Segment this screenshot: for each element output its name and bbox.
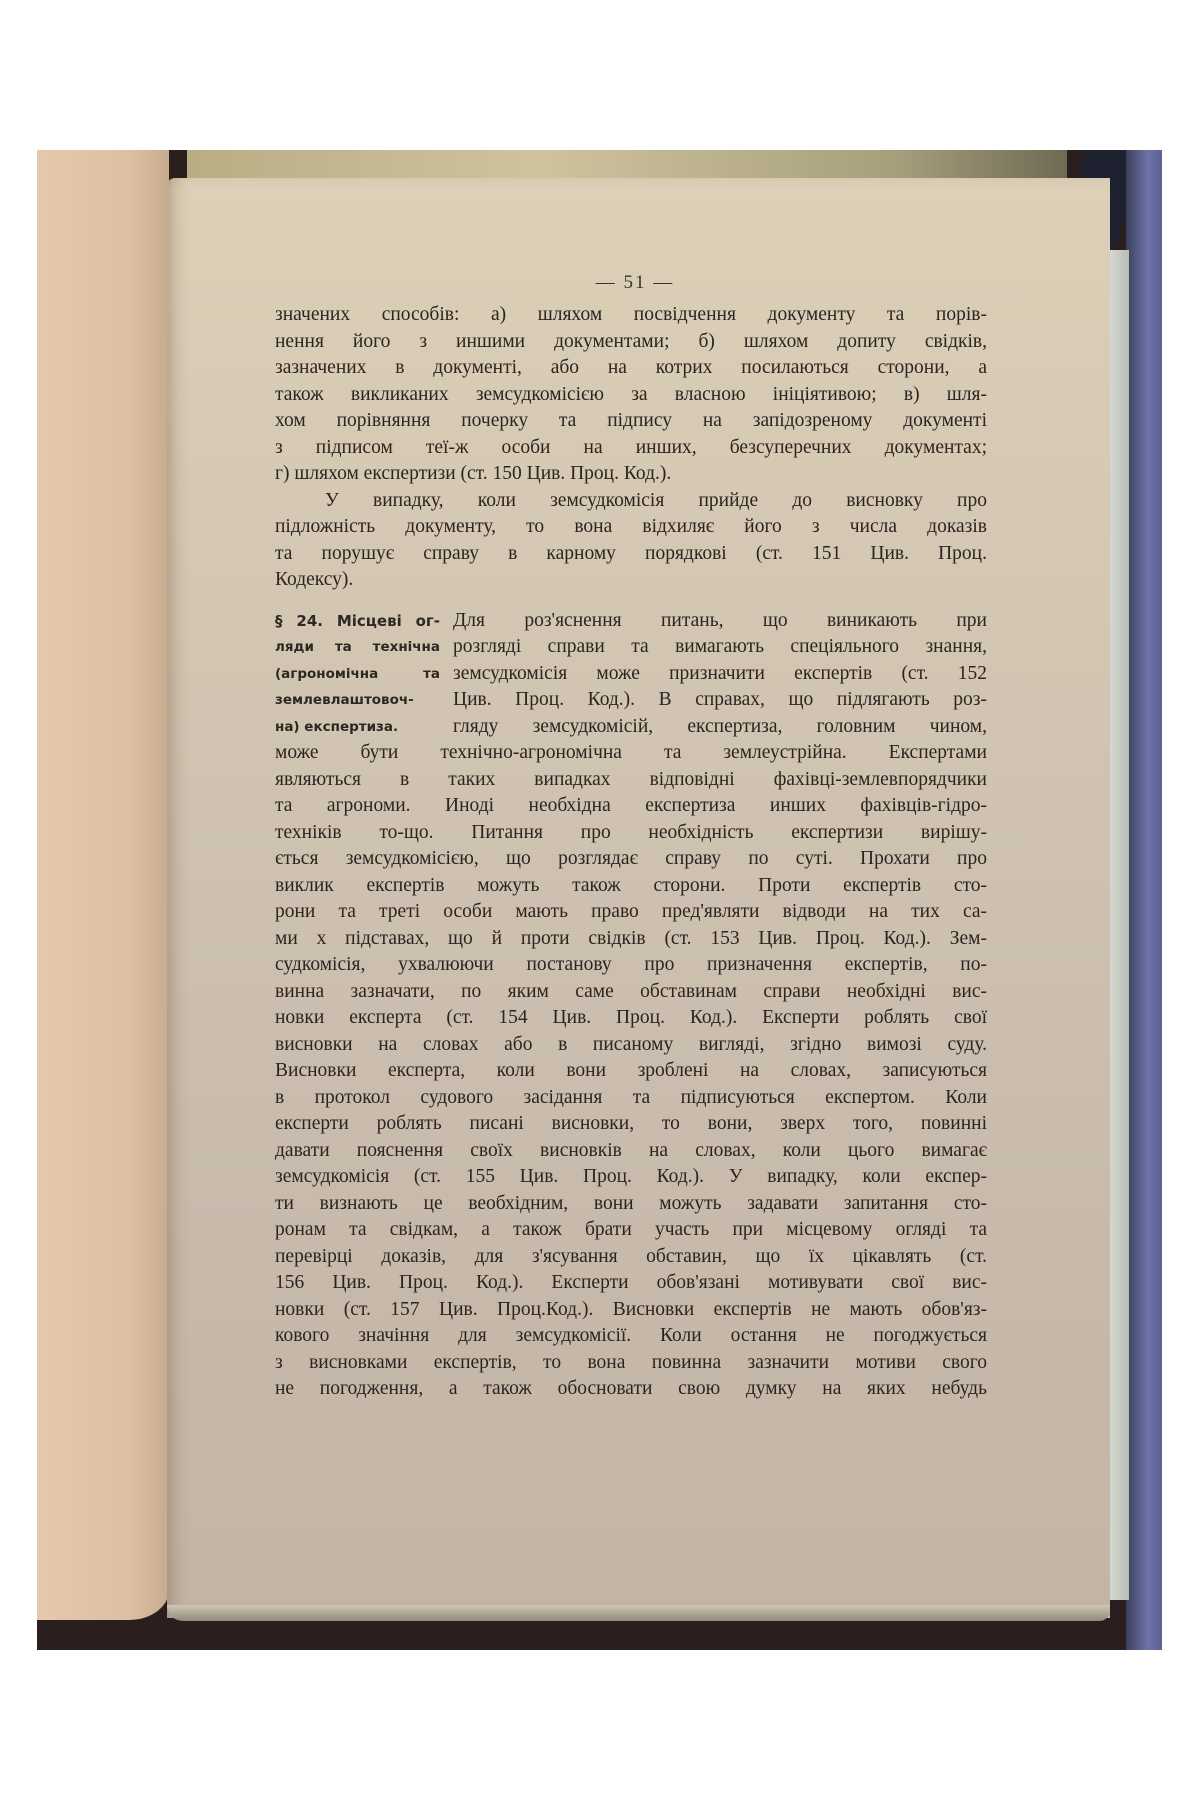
page-bottom-edge xyxy=(167,1605,1110,1621)
paragraph-1 xyxy=(275,302,987,488)
text-line: 156 Цив. Проц. Код.). Експерти обов'язані мотивувати свої вис- xyxy=(275,1272,987,1293)
text-line: виклик експертів можуть також сторони. Проти експертів сто- xyxy=(275,874,987,896)
text-line: гляду земсудкомісій, експертиза, головним чином, xyxy=(453,715,987,737)
text-line: розгляді справи та вимагають спеціяльного знання, xyxy=(453,636,987,657)
text-line: У випадку, коли земсудкомісія прийде до висновку про xyxy=(325,489,987,511)
text-line: ється земсудкомісією, що розглядає справу по суті. Прохати про xyxy=(275,848,987,869)
section-body-full xyxy=(275,740,987,1403)
text-line: Для роз'яснення питань, що виникають при xyxy=(453,609,987,631)
section-24 xyxy=(275,608,987,1403)
page-text xyxy=(275,302,987,1403)
text-line: являються в таких випадках відповідні фахівці-землевпорядчики xyxy=(275,768,987,790)
side-note-line: (агрономічна та xyxy=(275,665,440,682)
text-line: рони та треті особи мають право пред'являти відводи на тих са- xyxy=(275,901,987,922)
text-line: земсудкомісія може призначити експертів (ст. 152 xyxy=(453,662,987,684)
text-line: значених способів: а) шляхом посвідчення документу та порів- xyxy=(275,304,987,325)
text-line: ти визнають це веобхідним, вони можуть задавати запитання сто- xyxy=(275,1192,987,1214)
text-line: нення його з иншими документами; б) шляхом допиту свідків, xyxy=(275,330,987,352)
text-line: перевірці доказів, для з'ясування обставин, що їх цікавлять (ст. xyxy=(275,1245,987,1267)
section-body-wrapped xyxy=(453,608,987,741)
paragraph-2 xyxy=(275,488,987,594)
side-note-line: землевлаштовоч- xyxy=(275,692,414,708)
text-line: ми х підставах, що й проти свідків (ст. 153 Цив. Проц. Код.). Зем- xyxy=(275,927,987,949)
text-line: земсудкомісія (ст. 155 Цив. Проц. Код.). У випадку, коли експер- xyxy=(275,1166,987,1187)
page-stack-edge xyxy=(1107,250,1129,1600)
text-line: підложність документу, то вона відхиляє його з числа доказів xyxy=(275,516,987,537)
text-line: та порушує справу в карному порядкові (ст. 151 Цив. Проц. xyxy=(275,542,987,564)
text-line: кового значіння для земсудкомісії. Коли остання не погоджується xyxy=(275,1325,987,1346)
text-line: зазначених в документі, або на котрих посилаються сторони, а xyxy=(275,357,987,378)
text-line: може бути технічно-агрономічна та землеустрійна. Експертами xyxy=(275,742,987,763)
book-cover-edge xyxy=(1126,150,1162,1650)
text-line: Висновки експерта, коли вони зроблені на словах, записуються xyxy=(275,1060,987,1081)
text-line: ронам та свідкам, а також брати участь при місцевому огляді та xyxy=(275,1219,987,1240)
side-note-line: ляди та технічна xyxy=(275,639,440,655)
text-line: хом порівняння почерку та підпису на запідозреному документі xyxy=(275,410,987,431)
text-line: судкомісія, ухвалюючи постанову про призначення експертів, по- xyxy=(275,954,987,975)
text-line: г) шляхом експертизи (ст. 150 Цив. Проц. Код.). xyxy=(275,463,672,484)
text-line: з висновками експертів, то вона повинна зазначити мотиви свого xyxy=(275,1351,987,1373)
text-line: та агрономи. Иноді необхідна експертиза инших фахівців-гідро- xyxy=(275,795,987,816)
section-side-note xyxy=(275,608,440,741)
text-line: не погодження, а також обосновати свою думку на яких небудь xyxy=(275,1378,987,1399)
text-line: Цив. Проц. Код.). В справах, що підлягають роз- xyxy=(453,689,987,710)
side-note-line: на) експертиза. xyxy=(275,718,399,735)
text-line: висновки на словах або в писаному вигляді, згідно вимозі суду. xyxy=(275,1033,987,1055)
text-line: Кодексу). xyxy=(275,569,354,590)
text-line: в протокол судового засідання та підписуються експертом. Коли xyxy=(275,1086,987,1108)
text-line: винна зазначати, по яким саме обставинам справи необхідні вис- xyxy=(275,980,987,1002)
text-line: техніків то-що. Питання про необхідність експертизи вирішу- xyxy=(275,821,987,843)
text-line: новки (ст. 157 Цив. Проц.Код.). Висновки експертів не мають обов'яз- xyxy=(275,1298,987,1320)
left-page xyxy=(37,150,169,1620)
text-line: також викликаних земсудкомісією за власною ініціятивою; в) шля- xyxy=(275,383,987,405)
text-line: з підписом теї-ж особи на инших, безсуперечних документах; xyxy=(275,436,987,458)
text-line: давати пояснення своїх висновків на словах, коли цього вимагає xyxy=(275,1139,987,1161)
text-line: експерти роблять писані висновки, то вони, зверх того, повинні xyxy=(275,1113,987,1134)
page-number: — 51 — xyxy=(595,272,675,293)
text-line: новки експерта (ст. 154 Цив. Проц. Код.). Експерти роблять свої xyxy=(275,1007,987,1028)
section-heading: § 24. Місцеві ог- xyxy=(275,611,440,630)
